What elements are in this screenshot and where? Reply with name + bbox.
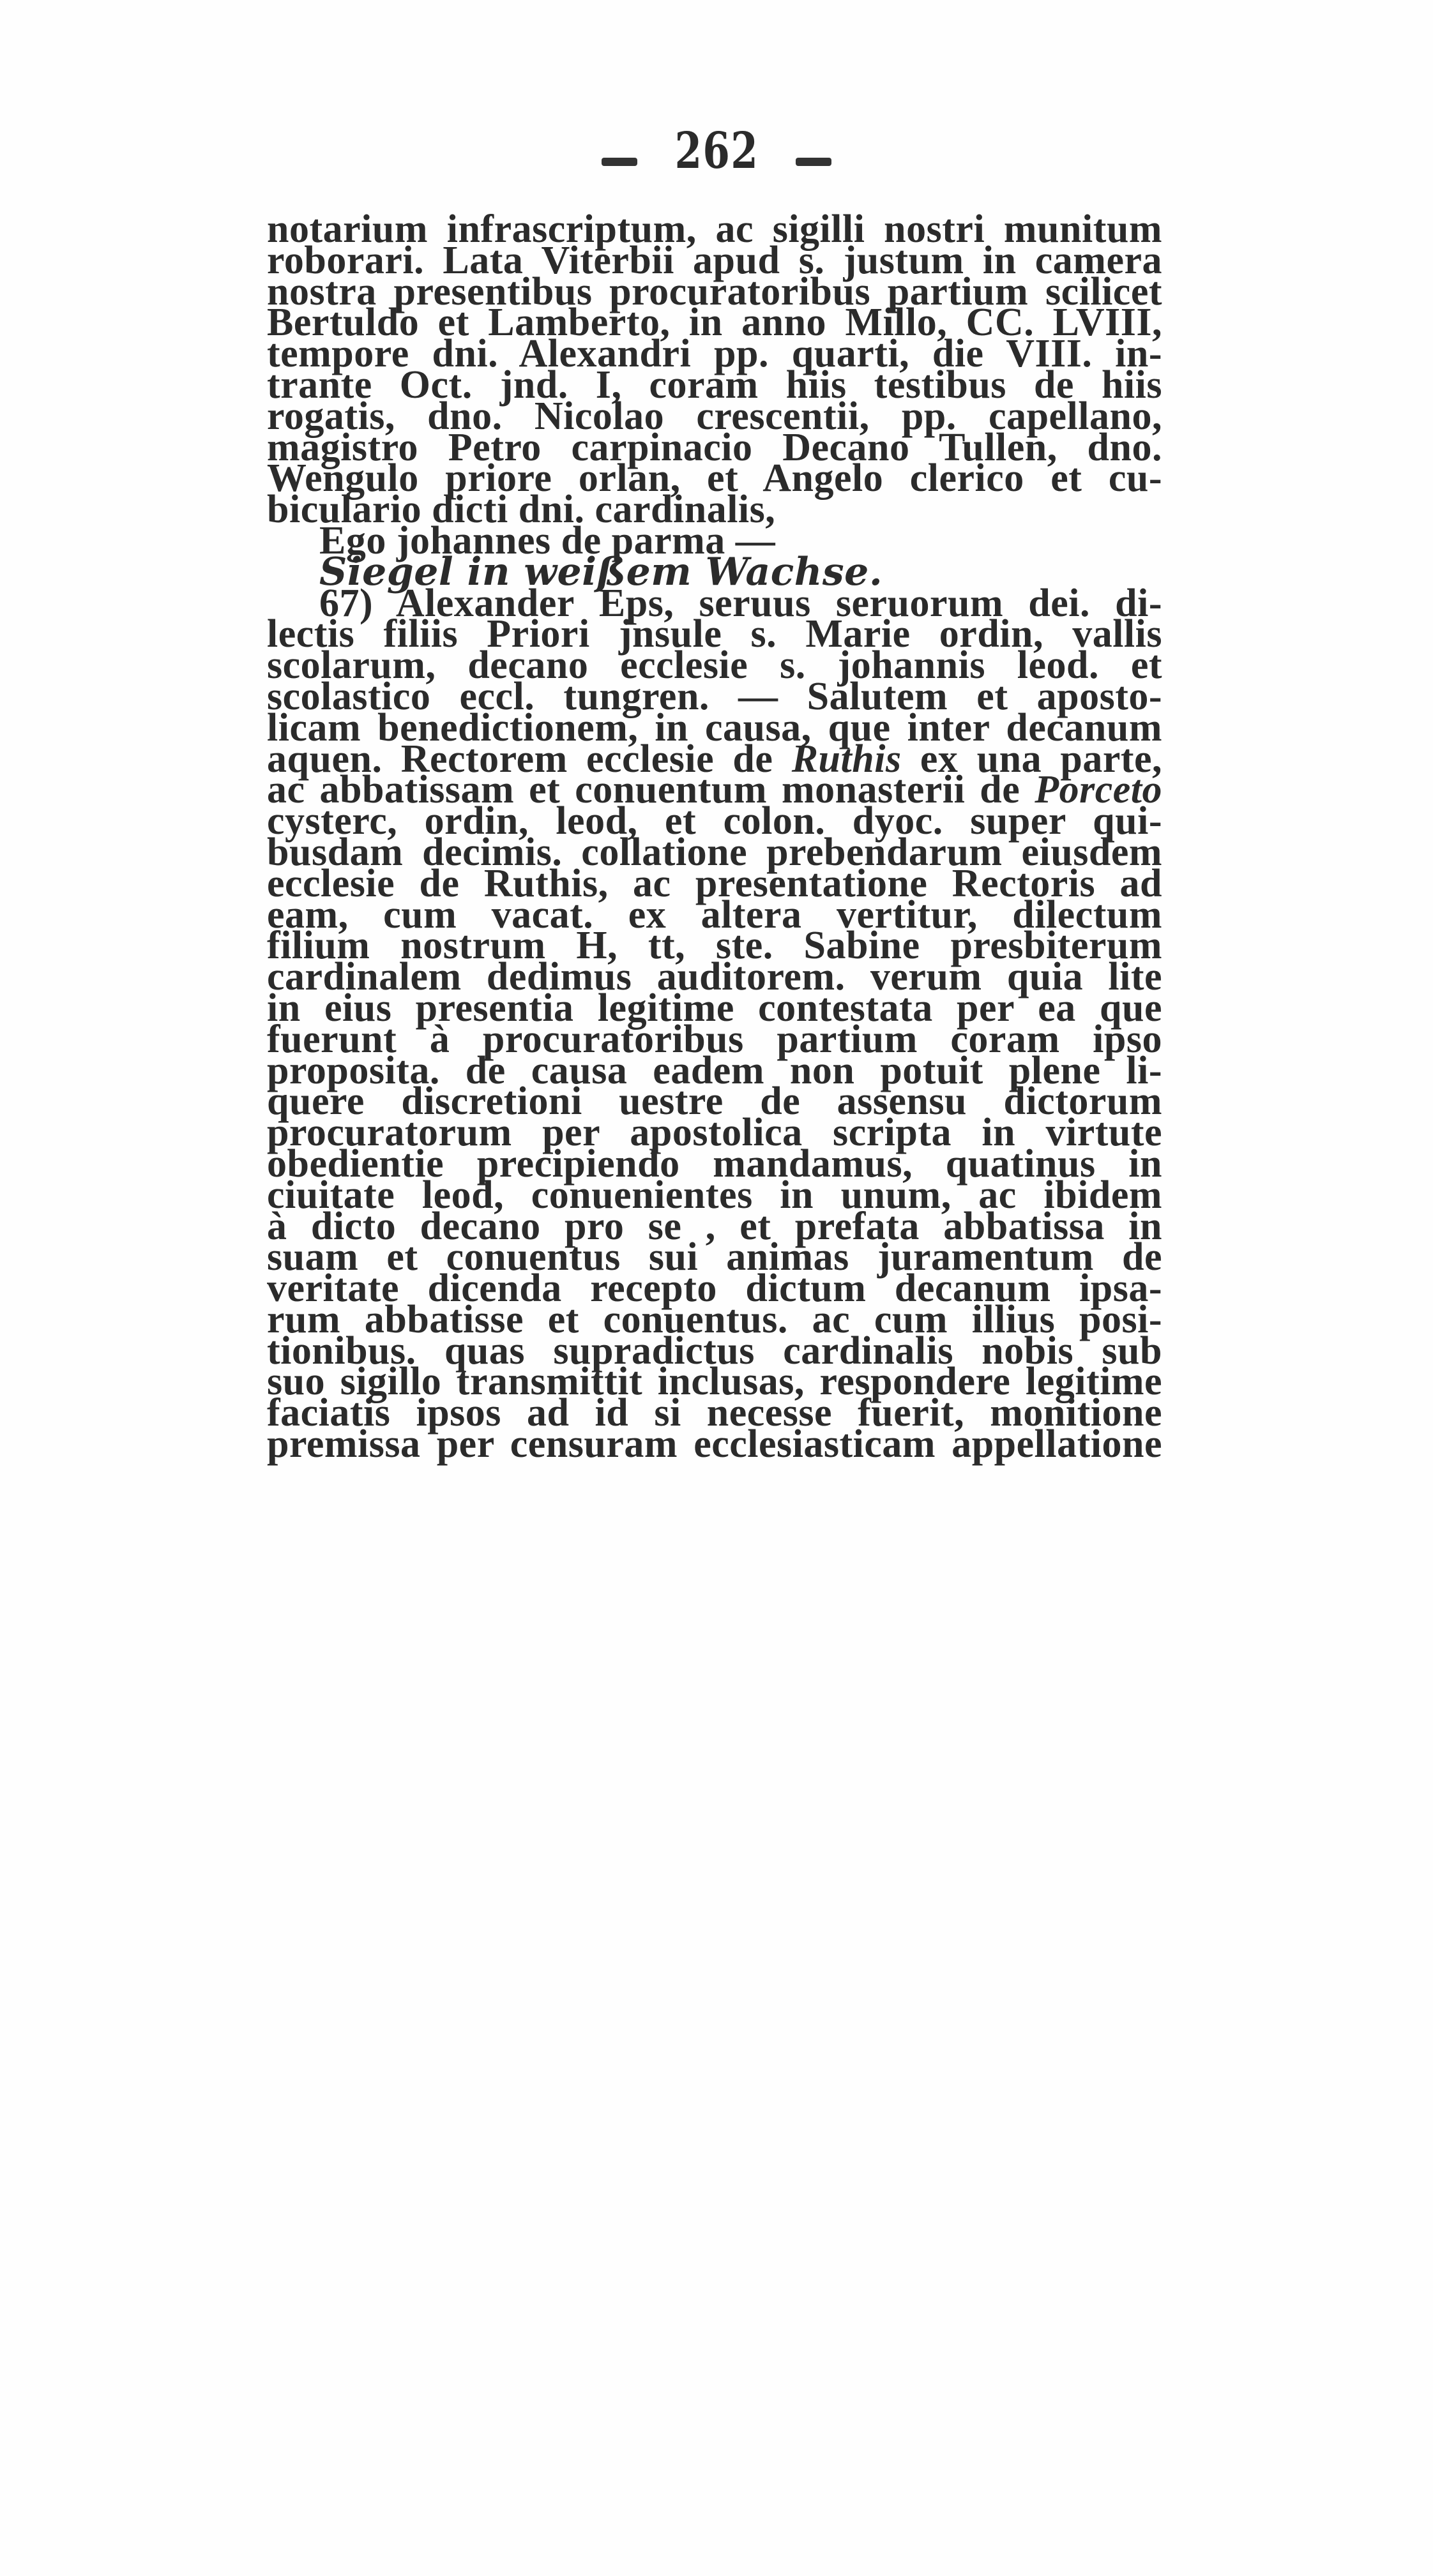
page-number: 262 xyxy=(674,122,759,180)
text-line: magistro Petro carpinacio Decano Tullen, dno. xyxy=(267,425,1162,469)
text-segment: aquen. Rectorem ecclesie de xyxy=(267,737,792,781)
text-line: suam et conuentus sui animas juramentum de xyxy=(267,1235,1162,1279)
text-line: quere discretioni uestre de assensu dictorum xyxy=(267,1080,1162,1124)
text-line: scolarum, decano ecclesie s. johannis leod. et xyxy=(267,644,1162,688)
page-number-header xyxy=(0,123,1433,180)
text-line: licam benedictionem, in causa, que inter decanum xyxy=(267,705,1162,749)
text-line: faciatis ipsos ad id si necesse fuerit, monitione xyxy=(267,1391,1162,1435)
notary-signature: Ego johannes de parma — xyxy=(319,518,776,562)
text-line: cardinalem dedimus auditorem. verum quia lite xyxy=(267,955,1162,999)
text-line: filium nostrum H, tt, ste. Sabine presbiterum xyxy=(267,924,1162,968)
text-line: ecclesie de Ruthis, ac presentatione Rectoris ad xyxy=(267,861,1162,905)
text-line: nostra presentibus procuratoribus partium scilicet xyxy=(267,269,1162,313)
document-67-first-line: Alexander Eps, seruus seruorum dei. di- xyxy=(395,581,1162,625)
text-line: busdam decimis. collatione prebendarum eiusdem xyxy=(267,830,1162,874)
text-line: trante Oct. jnd. I, coram hiis testibus de hiis xyxy=(267,363,1162,407)
text-line: proposita. de causa eadem non potuit plene li- xyxy=(267,1048,1162,1092)
text-line: à dicto decano pro se , et prefata abbatissa in xyxy=(267,1204,1162,1248)
place-name-porceto: Porceto xyxy=(1035,768,1162,812)
text-line: obedientie precipiendo mandamus, quatinus in xyxy=(267,1141,1162,1186)
text-segment: ac abbatissam et conuentum monasterii de xyxy=(267,768,1035,812)
text-line: Wengulo priore orlan, et Angelo clerico et cu- xyxy=(267,456,1162,501)
header-rule-left xyxy=(602,158,637,166)
text-line: Bertuldo et Lamberto, in anno Millo, CC. LVIII, xyxy=(267,301,1162,345)
text-line: roborari. Lata Viterbii apud s. justum in camera xyxy=(267,238,1162,282)
text-line: rum abbatisse et conuentus. ac cum illius posi- xyxy=(267,1297,1162,1341)
text-line: cysterc, ordin, leod, et colon. dyoc. super qui- xyxy=(267,799,1162,843)
document-number: 67) xyxy=(319,581,374,625)
text-line: premissa per censuram ecclesiasticam appellatione xyxy=(267,1422,1162,1466)
text-line: in eius presentia legitime contestata per ea que xyxy=(267,986,1162,1030)
text-segment: ex una parte, xyxy=(901,737,1163,781)
text-line: lectis filiis Priori jnsule s. Marie ordin, vallis xyxy=(267,612,1162,656)
text-line: biculario dicti dni. cardinalis, xyxy=(267,488,776,532)
text-line: procuratorum per apostolica scripta in virtute xyxy=(267,1111,1162,1155)
text-line: tempore dni. Alexandri pp. quarti, die VIII. in- xyxy=(267,332,1162,376)
text-line: scolastico eccl. tungren. — Salutem et aposto- xyxy=(267,674,1162,718)
header-rule-right xyxy=(796,158,831,166)
text-line: tionibus. quas supradictus cardinalis nobis sub xyxy=(267,1329,1162,1373)
text-line: ciuitate leod, conuenientes in unum, ac ibidem xyxy=(267,1173,1162,1217)
seal-note: Siegel in weißem Wachse. xyxy=(319,549,883,594)
text-line: fuerunt à procuratoribus partium coram ipso xyxy=(267,1017,1162,1061)
text-line: eam, cum vacat. ex altera vertitur, dilectum xyxy=(267,893,1162,937)
place-name-ruthis: Ruthis xyxy=(791,737,902,781)
text-line: veritate dicenda recepto dictum decanum ipsa- xyxy=(267,1267,1162,1311)
text-line: rogatis, dno. Nicolao crescentii, pp. capellano, xyxy=(267,394,1162,438)
text-line: suo sigillo transmittit inclusas, respondere legitime xyxy=(267,1360,1162,1404)
body-text xyxy=(267,207,1163,1466)
text-line: notarium infrascriptum, ac sigilli nostri munitum xyxy=(267,207,1162,251)
